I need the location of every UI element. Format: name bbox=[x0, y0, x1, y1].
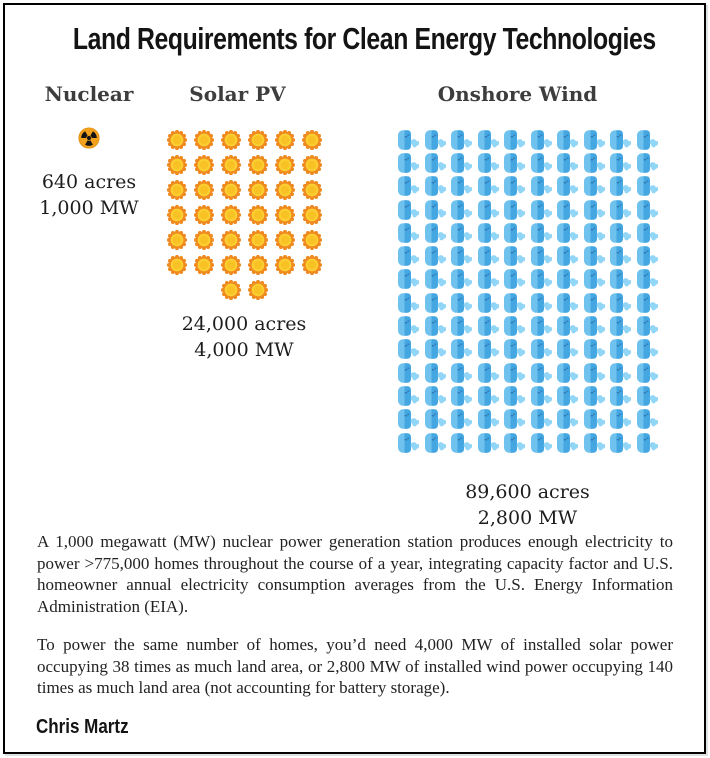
wind-face-icon bbox=[501, 268, 528, 291]
nuclear-icon-grid bbox=[28, 126, 150, 150]
wind-face-icon bbox=[448, 128, 475, 151]
wind-face-icon bbox=[448, 431, 475, 454]
wind-face-icon bbox=[581, 291, 608, 314]
wind-face-icon bbox=[395, 338, 422, 361]
wind-face-icon bbox=[607, 221, 634, 244]
wind-face-icon bbox=[395, 221, 422, 244]
wind-face-icon bbox=[448, 268, 475, 291]
wind-face-icon bbox=[634, 198, 661, 221]
wind-face-icon bbox=[607, 244, 634, 267]
wind-face-icon bbox=[422, 268, 449, 291]
wind-face-icon bbox=[581, 221, 608, 244]
wind-face-icon bbox=[607, 291, 634, 314]
sun-icon bbox=[244, 152, 271, 177]
wind-face-icon bbox=[634, 244, 661, 267]
sun-icon bbox=[217, 252, 244, 277]
wind-face-icon bbox=[422, 408, 449, 431]
sun-icon bbox=[190, 127, 217, 152]
solar-mw-value: 4,000 MW bbox=[194, 339, 294, 361]
wind-face-icon bbox=[475, 338, 502, 361]
wind-face-icon bbox=[634, 221, 661, 244]
wind-face-icon bbox=[607, 361, 634, 384]
wind-face-icon bbox=[528, 431, 555, 454]
wind-face-icon bbox=[554, 361, 581, 384]
wind-face-icon bbox=[475, 268, 502, 291]
sun-icon bbox=[271, 202, 298, 227]
wind-face-icon bbox=[554, 291, 581, 314]
wind-face-icon bbox=[448, 361, 475, 384]
sun-icon bbox=[190, 227, 217, 252]
sun-icon bbox=[163, 152, 190, 177]
sun-icon bbox=[244, 227, 271, 252]
wind-face-icon bbox=[422, 198, 449, 221]
wind-face-icon bbox=[448, 384, 475, 407]
wind-face-icon bbox=[395, 175, 422, 198]
wind-face-icon bbox=[422, 291, 449, 314]
wind-face-icon bbox=[607, 175, 634, 198]
sun-icon bbox=[244, 252, 271, 277]
sun-icon bbox=[217, 202, 244, 227]
wind-face-icon bbox=[475, 314, 502, 337]
wind-face-icon bbox=[528, 361, 555, 384]
sun-icon bbox=[163, 177, 190, 202]
wind-face-icon bbox=[581, 361, 608, 384]
sun-icon bbox=[190, 152, 217, 177]
wind-face-icon bbox=[581, 128, 608, 151]
wind-face-icon bbox=[634, 128, 661, 151]
sun-icon bbox=[271, 227, 298, 252]
wind-face-icon bbox=[554, 244, 581, 267]
wind-face-icon bbox=[448, 175, 475, 198]
body-paragraph-2: To power the same number of homes, you’d need 4,000 MW of installed solar power occupying 38 times as much land area, or 2,800 MW of installed wind power occupying 140 times as much land area (not accounting for battery storage). bbox=[37, 635, 673, 697]
wind-mw-value: 2,800 MW bbox=[477, 507, 578, 529]
wind-face-icon bbox=[501, 314, 528, 337]
wind-face-icon bbox=[422, 314, 449, 337]
wind-face-icon bbox=[422, 221, 449, 244]
wind-face-icon bbox=[501, 361, 528, 384]
wind-face-icon bbox=[581, 431, 608, 454]
wind-acres-value: 89,600 acres bbox=[465, 481, 590, 503]
wind-face-icon bbox=[475, 221, 502, 244]
wind-face-icon bbox=[554, 175, 581, 198]
wind-face-icon bbox=[528, 408, 555, 431]
wind-face-icon bbox=[422, 244, 449, 267]
wind-face-icon bbox=[395, 244, 422, 267]
wind-face-icon bbox=[554, 314, 581, 337]
wind-face-icon bbox=[475, 244, 502, 267]
column-header-nuclear: Nuclear bbox=[44, 82, 134, 106]
wind-face-icon bbox=[528, 291, 555, 314]
wind-face-icon bbox=[528, 198, 555, 221]
wind-face-icon bbox=[607, 268, 634, 291]
sun-icon bbox=[271, 252, 298, 277]
wind-face-icon bbox=[528, 244, 555, 267]
sun-icon bbox=[244, 127, 271, 152]
wind-face-icon bbox=[501, 291, 528, 314]
wind-face-icon bbox=[607, 408, 634, 431]
wind-face-icon bbox=[475, 151, 502, 174]
wind-face-icon bbox=[395, 198, 422, 221]
sun-icon bbox=[298, 252, 325, 277]
wind-face-icon bbox=[395, 151, 422, 174]
wind-face-icon bbox=[448, 291, 475, 314]
wind-face-icon bbox=[528, 384, 555, 407]
wind-face-icon bbox=[475, 128, 502, 151]
wind-face-icon bbox=[475, 291, 502, 314]
wind-face-icon bbox=[395, 291, 422, 314]
wind-face-icon bbox=[528, 175, 555, 198]
wind-face-icon bbox=[528, 268, 555, 291]
wind-face-icon bbox=[501, 198, 528, 221]
wind-face-icon bbox=[581, 384, 608, 407]
radiation-icon bbox=[77, 126, 101, 150]
sun-icon bbox=[298, 227, 325, 252]
title-row bbox=[0, 21, 710, 57]
wind-face-icon bbox=[554, 151, 581, 174]
wind-face-icon bbox=[448, 151, 475, 174]
wind-face-icon bbox=[554, 198, 581, 221]
wind-face-icon bbox=[634, 268, 661, 291]
wind-face-icon bbox=[607, 431, 634, 454]
wind-face-icon bbox=[554, 268, 581, 291]
sun-icon bbox=[217, 277, 244, 302]
wind-face-icon bbox=[501, 338, 528, 361]
wind-face-icon bbox=[581, 314, 608, 337]
wind-face-icon bbox=[528, 151, 555, 174]
sun-icon bbox=[217, 177, 244, 202]
sun-icon bbox=[217, 127, 244, 152]
wind-face-icon bbox=[395, 128, 422, 151]
wind-face-icon bbox=[528, 314, 555, 337]
wind-face-icon bbox=[634, 408, 661, 431]
wind-face-icon bbox=[448, 314, 475, 337]
wind-face-icon bbox=[581, 338, 608, 361]
wind-face-icon bbox=[634, 151, 661, 174]
wind-face-icon bbox=[448, 338, 475, 361]
sun-icon bbox=[190, 202, 217, 227]
author-credit: Chris Martz bbox=[36, 716, 129, 738]
wind-face-icon bbox=[528, 221, 555, 244]
wind-face-icon bbox=[475, 384, 502, 407]
wind-face-icon bbox=[581, 151, 608, 174]
wind-face-icon bbox=[422, 361, 449, 384]
sun-icon bbox=[298, 202, 325, 227]
wind-face-icon bbox=[634, 384, 661, 407]
nuclear-acres-value: 640 acres bbox=[41, 171, 137, 193]
wind-face-icon bbox=[448, 408, 475, 431]
wind-face-icon bbox=[554, 221, 581, 244]
wind-face-icon bbox=[448, 221, 475, 244]
wind-face-icon bbox=[554, 384, 581, 407]
wind-face-icon bbox=[395, 361, 422, 384]
wind-face-icon bbox=[581, 244, 608, 267]
wind-face-icon bbox=[528, 128, 555, 151]
wind-face-icon bbox=[501, 221, 528, 244]
wind-icon-grid bbox=[395, 128, 660, 454]
wind-face-icon bbox=[501, 431, 528, 454]
wind-face-icon bbox=[607, 128, 634, 151]
column-header-wind: Onshore Wind bbox=[437, 82, 598, 106]
nuclear-mw-value: 1,000 MW bbox=[39, 197, 139, 219]
wind-face-icon bbox=[475, 431, 502, 454]
wind-face-icon bbox=[581, 408, 608, 431]
solar-icon-grid bbox=[163, 127, 325, 302]
wind-face-icon bbox=[554, 431, 581, 454]
wind-face-icon bbox=[501, 175, 528, 198]
wind-face-icon bbox=[448, 244, 475, 267]
wind-face-icon bbox=[501, 408, 528, 431]
body-paragraph-1: A 1,000 megawatt (MW) nuclear power generation station produces enough electricity to power >775,000 homes throughout the course of a year, integrating capacity factor and U.S. homeowner annual electricity consumption averages from the U.S. Energy Information Administration (EIA). bbox=[37, 532, 673, 616]
wind-face-icon bbox=[395, 431, 422, 454]
wind-face-icon bbox=[475, 361, 502, 384]
sun-icon bbox=[163, 227, 190, 252]
sun-icon bbox=[163, 127, 190, 152]
sun-icon bbox=[217, 152, 244, 177]
wind-face-icon bbox=[607, 198, 634, 221]
sun-icon bbox=[190, 252, 217, 277]
column-header-solar: Solar PV bbox=[189, 82, 286, 106]
wind-face-icon bbox=[607, 384, 634, 407]
sun-icon bbox=[190, 177, 217, 202]
wind-face-icon bbox=[581, 268, 608, 291]
nuclear-stats bbox=[28, 169, 150, 221]
sun-icon bbox=[271, 152, 298, 177]
sun-icon bbox=[244, 277, 271, 302]
sun-icon bbox=[217, 227, 244, 252]
wind-stats bbox=[395, 479, 660, 531]
wind-face-icon bbox=[475, 408, 502, 431]
sun-icon bbox=[163, 202, 190, 227]
wind-face-icon bbox=[607, 151, 634, 174]
wind-face-icon bbox=[395, 314, 422, 337]
wind-face-icon bbox=[634, 291, 661, 314]
author-row bbox=[36, 716, 145, 739]
wind-face-icon bbox=[501, 384, 528, 407]
wind-face-icon bbox=[554, 128, 581, 151]
wind-face-icon bbox=[395, 268, 422, 291]
wind-face-icon bbox=[395, 408, 422, 431]
wind-face-icon bbox=[475, 175, 502, 198]
wind-face-icon bbox=[422, 151, 449, 174]
sun-icon bbox=[271, 177, 298, 202]
wind-face-icon bbox=[501, 128, 528, 151]
wind-face-icon bbox=[448, 198, 475, 221]
wind-face-icon bbox=[634, 361, 661, 384]
wind-face-icon bbox=[528, 338, 555, 361]
wind-face-icon bbox=[581, 175, 608, 198]
page-title: Land Requirements for Clean Energy Technologies bbox=[72, 21, 656, 56]
wind-face-icon bbox=[422, 338, 449, 361]
wind-face-icon bbox=[607, 338, 634, 361]
sun-icon bbox=[298, 152, 325, 177]
wind-face-icon bbox=[501, 151, 528, 174]
wind-face-icon bbox=[581, 198, 608, 221]
sun-icon bbox=[163, 252, 190, 277]
wind-face-icon bbox=[422, 431, 449, 454]
sun-icon bbox=[244, 177, 271, 202]
wind-face-icon bbox=[634, 314, 661, 337]
wind-face-icon bbox=[422, 175, 449, 198]
wind-face-icon bbox=[554, 338, 581, 361]
wind-face-icon bbox=[634, 338, 661, 361]
sun-icon bbox=[298, 177, 325, 202]
sun-icon bbox=[298, 127, 325, 152]
wind-face-icon bbox=[501, 244, 528, 267]
wind-face-icon bbox=[422, 128, 449, 151]
solar-acres-value: 24,000 acres bbox=[181, 313, 307, 335]
wind-face-icon bbox=[607, 314, 634, 337]
wind-face-icon bbox=[634, 175, 661, 198]
wind-face-icon bbox=[475, 198, 502, 221]
wind-face-icon bbox=[554, 408, 581, 431]
wind-face-icon bbox=[422, 384, 449, 407]
wind-face-icon bbox=[634, 431, 661, 454]
solar-stats bbox=[163, 311, 325, 363]
sun-icon bbox=[244, 202, 271, 227]
sun-icon bbox=[271, 127, 298, 152]
wind-face-icon bbox=[395, 384, 422, 407]
